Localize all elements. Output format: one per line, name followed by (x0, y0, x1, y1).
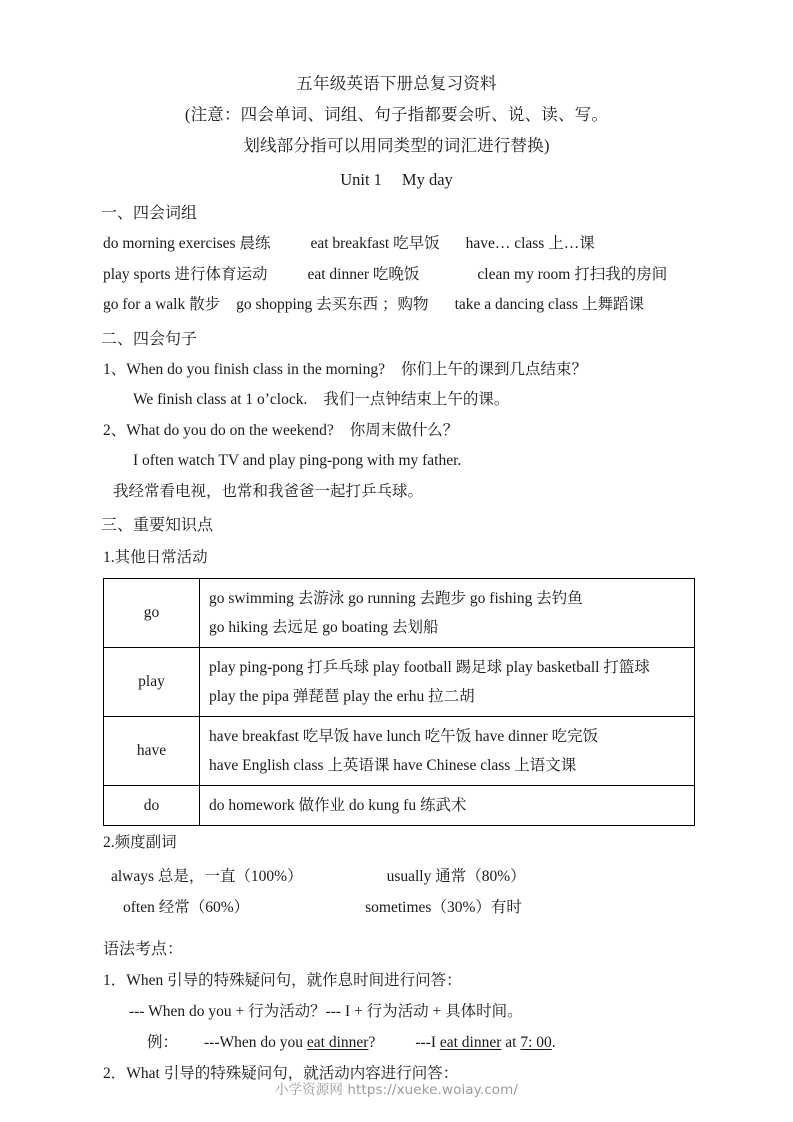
sentence-question-cn: 你们上午的课到几点结束？ (400, 360, 587, 378)
verb-key-cell: have (104, 717, 200, 786)
phrase-item: clean my room 打扫我的房间 (477, 265, 668, 283)
sentence-answer-en: I often watch TV and play ping-pong with my father. (133, 452, 462, 469)
frequency-adverb-item: often 经常（60%） (123, 899, 250, 916)
footer-watermark: 小学资源网 https://xueke.woiay.com/ (274, 1082, 519, 1098)
table-row (104, 648, 695, 717)
verb-phrase-line: do homework 做作业 do kung fu 练武术 (209, 797, 467, 814)
example-question-suffix: ? (368, 1034, 376, 1051)
phrase-row (103, 260, 695, 291)
document-title: 五年级英语下册总复习资料 (296, 74, 497, 93)
verb-phrases-cell (200, 717, 695, 786)
phrase-item: go for a walk 散步 (103, 296, 221, 313)
example-answer (415, 1034, 555, 1051)
unit-heading (0, 164, 793, 195)
verb-phrases-cell (200, 579, 695, 648)
example-label: 例： (147, 1034, 179, 1051)
example-answer-time: 7: 00 (520, 1034, 552, 1051)
grammar-heading: 语法考点： (103, 941, 184, 958)
grammar-example-row (103, 1027, 695, 1058)
document-body (0, 199, 793, 1089)
sentence-question-row (103, 355, 695, 386)
example-answer-underlined: eat dinner (439, 1034, 502, 1051)
section-one-heading: 一、四会词组 (101, 205, 198, 222)
phrase-item: go shopping 去买东西 ；购物 (236, 296, 429, 313)
document-note-line-1: (注意：四会单词、词组、句子指都要会听、说、读、写。 (184, 105, 609, 124)
example-question-underlined: eat dinner (306, 1034, 369, 1051)
frequency-adverb-row (103, 861, 695, 892)
verb-key-cell: go (104, 579, 200, 648)
sentence-answer-row (103, 446, 695, 477)
sentence-question-cn: 你周末做什么？ (349, 421, 459, 439)
sentence-answer-cn: 我们一点钟结束上午的课。 (323, 391, 510, 408)
verb-phrase-line: play the pipa 弹琵琶 play the erhu 拉二胡 (209, 688, 475, 705)
document-note-line-2: 划线部分指可以用同类型的词汇进行替换) (243, 136, 550, 155)
verb-phrase-line: have English class 上英语课 have Chinese class 上语文课 (209, 757, 577, 774)
verb-phrase-line: go swimming 去游泳 go running 去跑步 go fishing 去钓鱼 (209, 590, 583, 607)
example-answer-prefix: ---I (415, 1034, 440, 1051)
frequency-adverb-item: always 总是，一直（100%） (111, 868, 303, 885)
sentence-question-en: When do you finish class in the morning? (126, 360, 385, 378)
phrase-row (103, 229, 695, 260)
phrase-row (103, 290, 695, 321)
verb-phrase-line: go hiking 去远足 go boating 去划船 (209, 619, 439, 636)
sentence-number: 2、 (103, 421, 127, 439)
phrase-item: eat dinner 吃晚饭 (307, 265, 420, 283)
subsection-one-heading: 1.其他日常活动 (103, 549, 208, 566)
document-header (0, 0, 793, 195)
unit-name: My day (401, 170, 453, 189)
frequency-adverb-row (103, 892, 695, 923)
table-row (104, 786, 695, 826)
example-answer-middle: at (501, 1034, 521, 1051)
sentence-question-row (103, 416, 695, 447)
verb-phrase-table (103, 578, 695, 826)
verb-phrase-line: have breakfast 吃早饭 have lunch 吃午饭 have dinner 吃完饭 (209, 728, 599, 745)
unit-label: Unit 1 (340, 170, 382, 189)
sentence-answer-cn-row (103, 477, 695, 508)
subsection-two-heading: 2.频度副词 (103, 834, 177, 851)
example-question-prefix: ---When do you (204, 1034, 307, 1051)
sentence-answer-cn: 我经常看电视，也常和我爸爸一起打乒乓球。 (113, 482, 424, 500)
phrase-item: take a dancing class 上舞蹈课 (454, 296, 644, 313)
sentence-question-en: What do you do on the weekend? (126, 421, 334, 439)
phrase-item: have… class 上…课 (465, 235, 595, 252)
verb-phrases-cell (200, 786, 695, 826)
phrase-item: do morning exercises 晨练 (103, 235, 271, 252)
grammar-point: 2．What 引导的特殊疑问句，就活动内容进行问答： (103, 1065, 459, 1082)
sentence-answer-en: We finish class at 1 o’clock. (133, 391, 308, 408)
section-two-heading: 二、四会句子 (101, 330, 198, 348)
verb-key-cell: play (104, 648, 200, 717)
sentence-answer-row (103, 385, 695, 416)
table-row (104, 579, 695, 648)
frequency-adverb-item: sometimes（30%）有时 (365, 899, 522, 916)
grammar-point: 1．When 引导的特殊疑问句，就作息时间进行问答： (103, 972, 462, 989)
example-answer-suffix: . (551, 1034, 556, 1051)
verb-phrases-cell (200, 648, 695, 717)
example-question (204, 1034, 375, 1051)
frequency-adverb-item: usually 通常（80%） (386, 868, 526, 885)
phrase-item: play sports 进行体育运动 (103, 265, 268, 283)
table-row (104, 717, 695, 786)
verb-phrase-line: play ping-pong 打乒乓球 play football 踢足球 play basketball 打篮球 (209, 659, 650, 676)
verb-key-cell: do (104, 786, 200, 826)
grammar-pattern: --- When do you + 行为活动？--- I + 行为活动 + 具体时间。 (129, 1003, 523, 1020)
phrase-item: eat breakfast 吃早饭 (310, 235, 440, 252)
section-three-heading: 三、重要知识点 (101, 517, 214, 534)
sentence-number: 1、 (103, 360, 127, 378)
